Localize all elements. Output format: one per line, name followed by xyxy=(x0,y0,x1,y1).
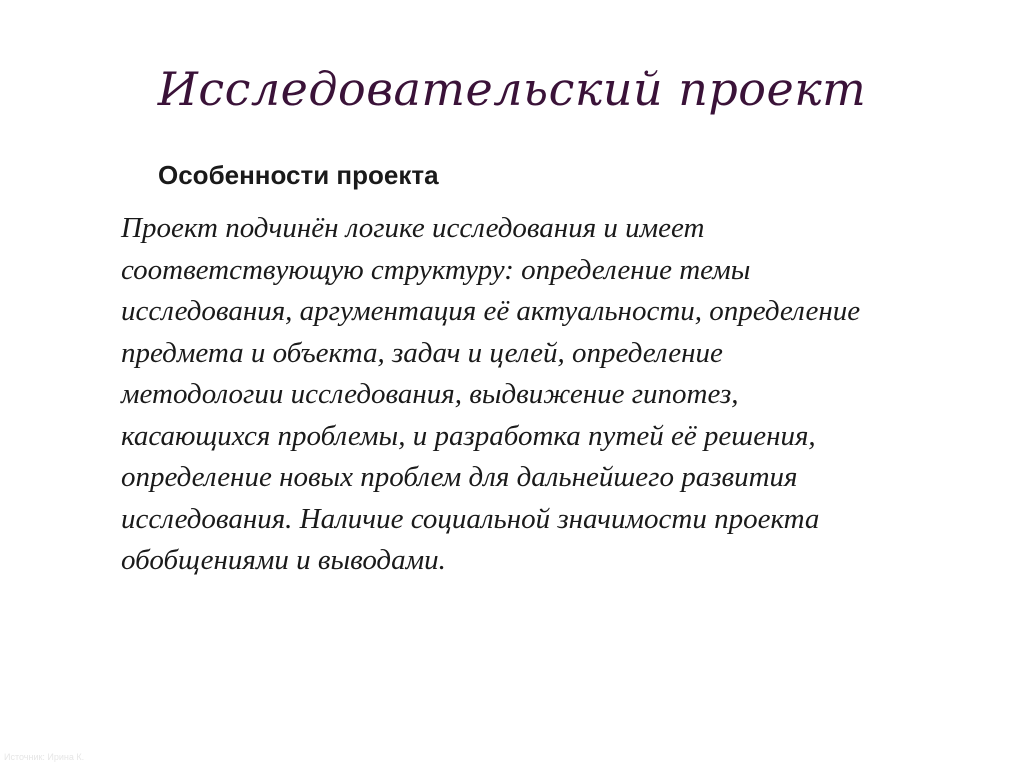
slide-subtitle: Особенности проекта xyxy=(158,160,439,190)
body-line: касающихся проблемы, и разработка путей её решения, xyxy=(121,419,816,452)
slide-title: Исследовательский проект xyxy=(157,62,867,116)
body-line: предмета и объекта, задач и целей, определение xyxy=(121,336,723,369)
body-line: исследования, аргументация её актуальности, определение xyxy=(121,295,861,327)
body-line: исследования. Наличие социальной значимости проекта xyxy=(121,502,820,535)
body-line: методологии исследования, выдвижение гипотез, xyxy=(121,378,739,410)
body-line: определение новых проблем для дальнейшего развития xyxy=(121,461,798,493)
body-line: Проект подчинён логике исследования и имеет xyxy=(121,212,705,244)
watermark: Источник: Ирина К. xyxy=(4,752,85,762)
body-paragraph xyxy=(121,208,991,582)
body-line: соответствующую структуру: определение темы xyxy=(121,253,751,286)
body-line: обобщениями и выводами. xyxy=(121,544,446,576)
